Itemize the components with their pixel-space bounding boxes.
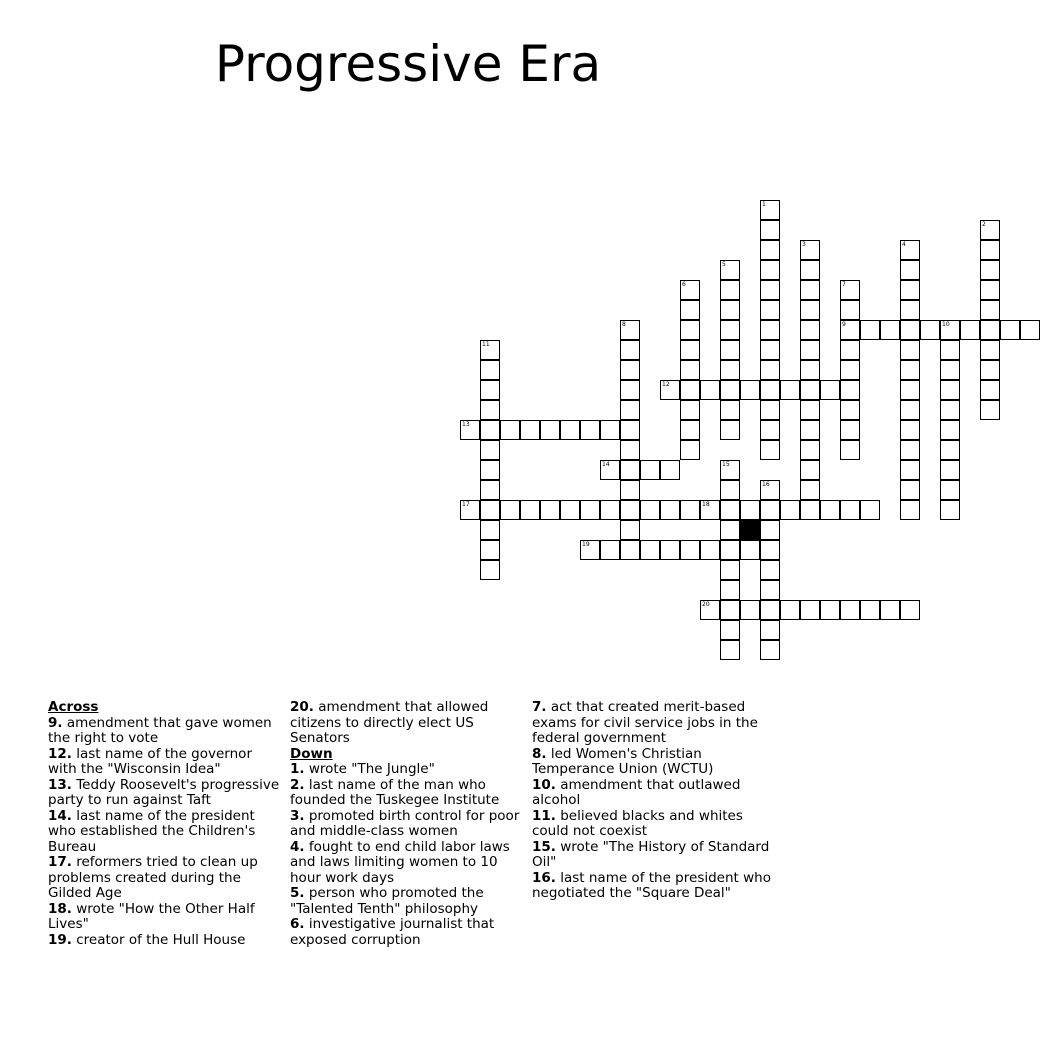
grid-cell[interactable] (620, 320, 640, 340)
grid-cell[interactable] (600, 540, 620, 560)
grid-cell[interactable] (800, 300, 820, 320)
grid-cell[interactable] (780, 600, 800, 620)
grid-cell[interactable] (760, 260, 780, 280)
grid-cell[interactable] (620, 360, 640, 380)
grid-cell[interactable] (580, 420, 600, 440)
grid-cell[interactable] (960, 320, 980, 340)
grid-cell[interactable] (560, 500, 580, 520)
grid-cell[interactable] (480, 340, 500, 360)
grid-cell[interactable] (640, 540, 660, 560)
grid-cell[interactable] (980, 220, 1000, 240)
grid-cell[interactable] (760, 380, 780, 400)
grid-cell[interactable] (600, 420, 620, 440)
grid-cell[interactable] (720, 280, 740, 300)
grid-cell[interactable] (940, 420, 960, 440)
grid-cell[interactable] (740, 380, 760, 400)
grid-cell[interactable] (1000, 320, 1020, 340)
grid-cell[interactable] (980, 400, 1000, 420)
grid-cell[interactable] (620, 380, 640, 400)
grid-cell[interactable] (760, 540, 780, 560)
cell-number: 5 (722, 261, 726, 268)
grid-cell[interactable] (980, 300, 1000, 320)
grid-cell[interactable] (800, 460, 820, 480)
grid-cell[interactable] (840, 420, 860, 440)
grid-cell[interactable] (720, 520, 740, 540)
grid-cell[interactable] (760, 600, 780, 620)
clue-down-7: 7. act that created merit-based exams for civil service jobs in the federal government (532, 699, 758, 746)
grid-cell[interactable] (620, 500, 640, 520)
grid-cell[interactable] (880, 320, 900, 340)
clue-across-20: 20. amendment that allowed citizens to directly elect US Senators (290, 699, 489, 746)
clues-column-3 (532, 700, 772, 902)
grid-cell[interactable] (800, 260, 820, 280)
clue-across-14: 14. last name of the president who established the Children's Bureau (48, 807, 256, 855)
grid-cell[interactable] (880, 600, 900, 620)
grid-cell[interactable] (720, 540, 740, 560)
grid-cell[interactable] (900, 440, 920, 460)
grid-cell[interactable] (900, 260, 920, 280)
grid-cell[interactable] (900, 360, 920, 380)
grid-cell[interactable] (760, 620, 780, 640)
grid-cell[interactable] (980, 320, 1000, 340)
grid-cell[interactable] (900, 320, 920, 340)
grid-cell[interactable] (640, 460, 660, 480)
grid-cell[interactable] (760, 580, 780, 600)
grid-cell[interactable] (720, 600, 740, 620)
clue-down-4: 4. fought to end child labor laws and laws limiting women to 10 hour work days (290, 838, 510, 886)
grid-cell[interactable] (540, 500, 560, 520)
grid-cell[interactable] (480, 440, 500, 460)
grid-cell[interactable] (620, 420, 640, 440)
grid-cell[interactable] (760, 360, 780, 380)
grid-cell[interactable] (940, 440, 960, 460)
cell-number: 19 (582, 541, 590, 548)
grid-cell[interactable] (840, 500, 860, 520)
grid-cell[interactable] (680, 380, 700, 400)
grid-cell[interactable] (600, 500, 620, 520)
grid-cell[interactable] (720, 580, 740, 600)
grid-cell[interactable] (720, 260, 740, 280)
cell-number: 20 (702, 601, 710, 608)
grid-cell[interactable] (620, 460, 640, 480)
grid-cell[interactable] (940, 480, 960, 500)
cell-number: 7 (842, 281, 846, 288)
clue-down-5: 5. person who promoted the "Talented Tenth" philosophy (290, 885, 484, 917)
grid-cell[interactable] (800, 420, 820, 440)
grid-cell[interactable] (720, 640, 740, 660)
grid-cell[interactable] (680, 500, 700, 520)
grid-cell[interactable] (840, 380, 860, 400)
grid-cell[interactable] (560, 420, 580, 440)
grid-cell[interactable] (860, 320, 880, 340)
grid-cell[interactable] (720, 620, 740, 640)
grid-cell[interactable] (480, 420, 500, 440)
grid-cell[interactable] (980, 340, 1000, 360)
down-heading: Down (290, 745, 333, 762)
grid-cell[interactable] (800, 480, 820, 500)
cell-number: 8 (622, 321, 626, 328)
clue-down-10: 10. amendment that outlawed alcohol (532, 776, 741, 808)
cell-number: 15 (722, 461, 730, 468)
grid-cell[interactable] (460, 420, 480, 440)
clues-column-2 (290, 700, 522, 948)
grid-cell[interactable] (1020, 320, 1040, 340)
grid-cell[interactable] (480, 400, 500, 420)
grid-cell[interactable] (760, 220, 780, 240)
grid-cell[interactable] (660, 460, 680, 480)
grid-cell[interactable] (800, 280, 820, 300)
grid-cell[interactable] (620, 440, 640, 460)
grid-cell[interactable] (900, 240, 920, 260)
clue-down-1: 1. wrote "The Jungle" (290, 761, 435, 777)
grid-cell[interactable] (900, 600, 920, 620)
grid-cell[interactable] (760, 320, 780, 340)
grid-cell[interactable] (800, 600, 820, 620)
grid-cell[interactable] (680, 280, 700, 300)
grid-cell[interactable] (680, 320, 700, 340)
grid-cell[interactable] (840, 400, 860, 420)
grid-cell[interactable] (900, 480, 920, 500)
cell-number: 2 (982, 221, 986, 228)
grid-cell[interactable] (480, 560, 500, 580)
grid-cell[interactable] (700, 500, 720, 520)
grid-cell[interactable] (480, 540, 500, 560)
grid-cell[interactable] (700, 600, 720, 620)
grid-cell[interactable] (720, 500, 740, 520)
grid-cell[interactable] (900, 500, 920, 520)
grid-cell[interactable] (480, 380, 500, 400)
grid-cell[interactable] (740, 600, 760, 620)
cell-number: 14 (602, 461, 610, 468)
grid-cell[interactable] (660, 500, 680, 520)
grid-cell[interactable] (780, 380, 800, 400)
grid-cell[interactable] (860, 600, 880, 620)
grid-cell[interactable] (840, 320, 860, 340)
grid-cell[interactable] (940, 500, 960, 520)
cell-number: 4 (902, 241, 906, 248)
grid-cell[interactable] (500, 420, 520, 440)
grid-cell[interactable] (840, 600, 860, 620)
grid-cell[interactable] (940, 380, 960, 400)
grid-cell[interactable] (780, 500, 800, 520)
grid-cell[interactable] (760, 400, 780, 420)
cell-number: 13 (462, 421, 470, 428)
grid-cell[interactable] (620, 340, 640, 360)
grid-cell[interactable] (720, 360, 740, 380)
grid-cell[interactable] (900, 280, 920, 300)
grid-cell[interactable] (800, 320, 820, 340)
grid-cell[interactable] (580, 500, 600, 520)
grid-cell[interactable] (700, 380, 720, 400)
grid-cell[interactable] (940, 460, 960, 480)
clue-down-11: 11. believed blacks and whites could not coexist (532, 807, 743, 839)
grid-cell[interactable] (980, 240, 1000, 260)
grid-cell[interactable] (760, 520, 780, 540)
grid-cell[interactable] (660, 540, 680, 560)
grid-cell[interactable] (980, 280, 1000, 300)
across-heading: Across (48, 699, 99, 715)
grid-cell[interactable] (760, 240, 780, 260)
clue-across-13: 13. Teddy Roosevelt's progressive party to run against Taft (48, 776, 280, 808)
clue-down-6: 6. investigative journalist that exposed corruption (290, 916, 495, 948)
grid-cell[interactable] (680, 400, 700, 420)
grid-cell[interactable] (980, 260, 1000, 280)
grid-cell[interactable] (860, 500, 880, 520)
grid-cell[interactable] (680, 340, 700, 360)
grid-cell[interactable] (900, 420, 920, 440)
grid-cell[interactable] (720, 420, 740, 440)
grid-cell[interactable] (620, 480, 640, 500)
grid-cell[interactable] (760, 440, 780, 460)
clue-across-19: 19. creator of the Hull House (48, 931, 246, 948)
grid-cell[interactable] (600, 460, 620, 480)
grid-cell[interactable] (720, 320, 740, 340)
grid-cell[interactable] (940, 340, 960, 360)
page-title: Progressive Era (214, 35, 602, 93)
grid-cell[interactable] (840, 300, 860, 320)
grid-cell[interactable] (800, 240, 820, 260)
grid-cell[interactable] (640, 500, 660, 520)
cell-number: 3 (802, 241, 806, 248)
clue-down-8: 8. led Women's Christian Temperance Union (WCTU) (532, 745, 714, 777)
grid-cell[interactable] (620, 400, 640, 420)
grid-cell[interactable] (520, 420, 540, 440)
grid-cell[interactable] (760, 200, 780, 220)
grid-cell[interactable] (480, 360, 500, 380)
grid-cell[interactable] (800, 380, 820, 400)
clue-across-17: 17. reformers tried to clean up problems created during the Gilded Age (48, 854, 258, 901)
grid-cell[interactable] (900, 380, 920, 400)
clue-down-2: 2. last name of the man who founded the Tuskegee Institute (290, 776, 500, 808)
grid-cell[interactable] (740, 540, 760, 560)
cell-number: 16 (762, 481, 770, 488)
grid-cell[interactable] (480, 480, 500, 500)
grid-cell[interactable] (720, 560, 740, 580)
grid-cell[interactable] (680, 440, 700, 460)
clue-across-12: 12. last name of the governor with the "Wisconsin Idea" (48, 745, 252, 777)
clue-across-18: 18. wrote "How the Other Half Lives" (48, 900, 255, 932)
cell-number: 6 (682, 281, 686, 288)
grid-cell[interactable] (800, 400, 820, 420)
grid-cell[interactable] (500, 500, 520, 520)
cell-number: 18 (702, 501, 710, 508)
grid-cell[interactable] (720, 400, 740, 420)
grid-cell[interactable] (460, 500, 480, 520)
clues-column-1 (48, 700, 280, 948)
cell-number: 17 (462, 501, 470, 508)
clue-down-3: 3. promoted birth control for poor and middle-class women (290, 807, 520, 839)
grid-cell[interactable] (980, 360, 1000, 380)
grid-cell[interactable] (480, 460, 500, 480)
grid-cell[interactable] (720, 300, 740, 320)
grid-cell[interactable] (720, 340, 740, 360)
grid-cell[interactable] (940, 320, 960, 340)
grid-cell[interactable] (820, 380, 840, 400)
grid-cell[interactable] (900, 340, 920, 360)
grid-cell[interactable] (800, 500, 820, 520)
grid-cell[interactable] (720, 380, 740, 400)
grid-cell[interactable] (660, 380, 680, 400)
grid-cell[interactable] (620, 540, 640, 560)
grid-cell[interactable] (760, 280, 780, 300)
grid-cell[interactable] (760, 480, 780, 500)
grid-cell[interactable] (840, 340, 860, 360)
grid-cell[interactable] (740, 500, 760, 520)
grid-cell[interactable] (520, 500, 540, 520)
grid-cell[interactable] (900, 300, 920, 320)
grid-cell[interactable] (620, 520, 640, 540)
grid-cell[interactable] (760, 500, 780, 520)
clue-down-16: 16. last name of the president who negotiated the "Square Deal" (532, 869, 771, 901)
clue-down-15: 15. wrote "The History of Standard Oil" (532, 838, 770, 870)
grid-cell[interactable] (840, 360, 860, 380)
grid-cell[interactable] (540, 420, 560, 440)
cell-number: 12 (662, 381, 670, 388)
black-square (740, 520, 760, 540)
grid-cell[interactable] (980, 380, 1000, 400)
grid-cell[interactable] (800, 360, 820, 380)
cell-number: 1 (762, 201, 766, 208)
grid-cell[interactable] (480, 500, 500, 520)
clue-across-9: 9. amendment that gave women the right to vote (48, 714, 272, 746)
grid-cell[interactable] (720, 460, 740, 480)
cell-number: 10 (942, 321, 950, 328)
grid-cell[interactable] (940, 360, 960, 380)
grid-cell[interactable] (720, 480, 740, 500)
grid-cell[interactable] (680, 420, 700, 440)
grid-cell[interactable] (760, 640, 780, 660)
grid-cell[interactable] (760, 300, 780, 320)
grid-cell[interactable] (700, 540, 720, 560)
grid-cell[interactable] (940, 400, 960, 420)
grid-cell[interactable] (580, 540, 600, 560)
grid-cell[interactable] (680, 360, 700, 380)
grid-cell[interactable] (760, 340, 780, 360)
grid-cell[interactable] (900, 460, 920, 480)
grid-cell[interactable] (680, 300, 700, 320)
grid-cell[interactable] (800, 340, 820, 360)
grid-cell[interactable] (920, 320, 940, 340)
cell-number: 11 (482, 341, 490, 348)
grid-cell[interactable] (480, 520, 500, 540)
grid-cell[interactable] (820, 600, 840, 620)
grid-cell[interactable] (680, 540, 700, 560)
grid-cell[interactable] (800, 440, 820, 460)
grid-cell[interactable] (760, 420, 780, 440)
grid-cell[interactable] (840, 280, 860, 300)
grid-cell[interactable] (900, 400, 920, 420)
grid-cell[interactable] (760, 560, 780, 580)
cell-number: 9 (842, 321, 846, 328)
grid-cell[interactable] (840, 440, 860, 460)
grid-cell[interactable] (820, 500, 840, 520)
